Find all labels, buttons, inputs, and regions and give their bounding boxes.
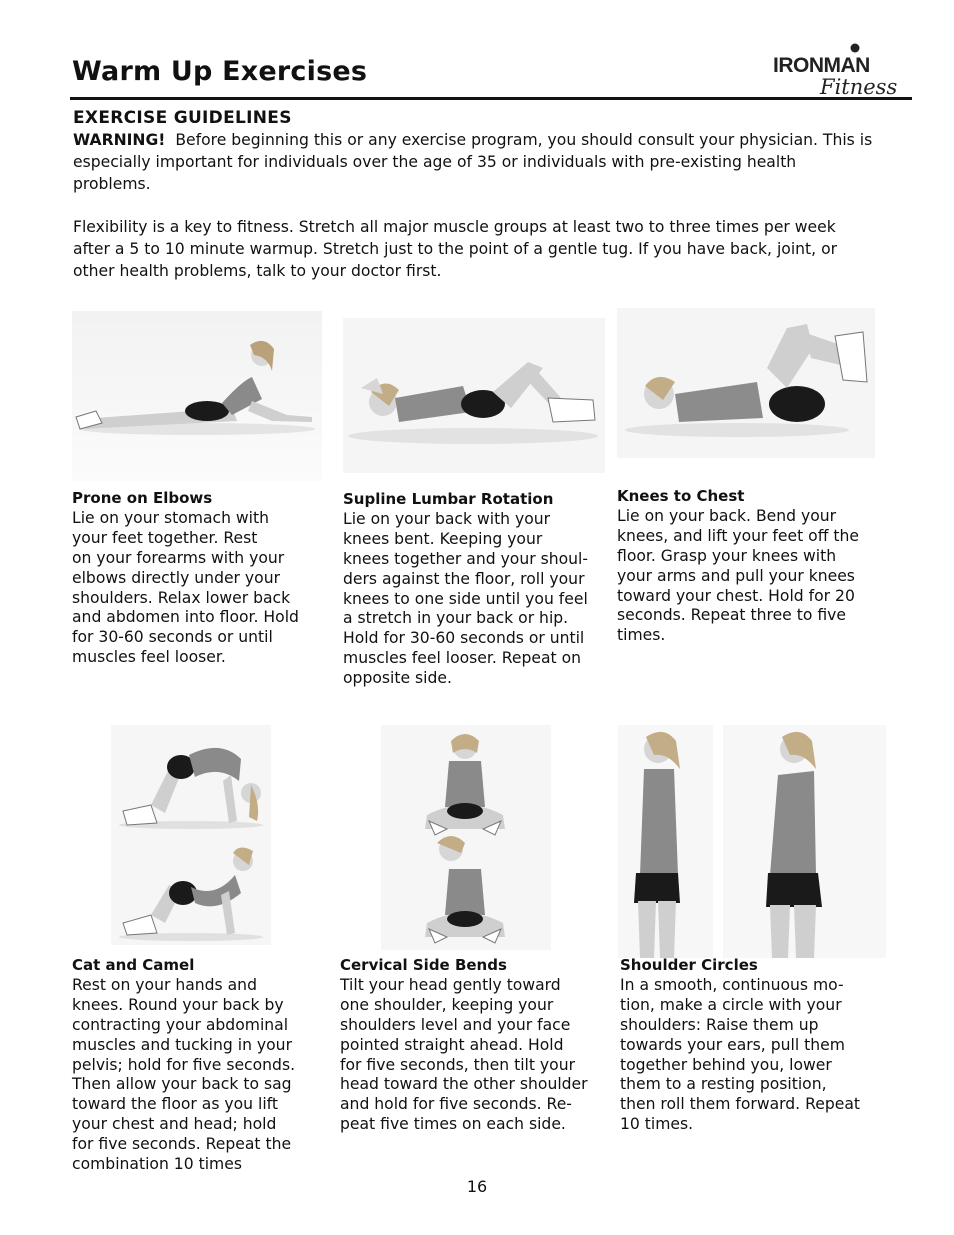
warning-paragraph: [73, 129, 873, 195]
ironman-fitness-logo: [770, 42, 915, 98]
supine-lumbar-rotation-photo: [343, 318, 605, 473]
shoulder-circles-photo: [618, 725, 886, 958]
cat-and-camel-photo: [111, 725, 271, 945]
exercise-card: [340, 956, 615, 1135]
exercise-card: [620, 956, 895, 1135]
warning-text: Before beginning this or any exercise program, you should consult your physician. This is especially important for individuals over the age of 35 or individuals with pre-existing health problems.: [73, 131, 873, 193]
exercise-card: [72, 489, 332, 668]
exercise-title: Shoulder Circles: [620, 956, 758, 974]
warning-label: WARNING!: [73, 131, 166, 149]
exercise-card: [343, 490, 613, 689]
logo-sub-text: Fitness: [820, 75, 898, 98]
exercise-title: Cervical Side Bends: [340, 956, 507, 974]
exercise-description: Rest on your hands and knees. Round your back by contracting your abdominal muscles and tucking in your pelvis; hold for five seconds. Then allow your back to sag toward the floor as you lift your chest and head; hold for five seconds. Repeat the combination 10 times: [72, 975, 296, 1174]
ironman-fitness-logo-icon: [770, 42, 915, 98]
knees-to-chest-photo-icon: [617, 308, 875, 458]
cat-and-camel-photo-icon: [111, 725, 271, 945]
knees-to-chest-photo: [617, 308, 875, 458]
section-heading: EXERCISE GUIDELINES: [73, 108, 292, 128]
supine-lumbar-rotation-photo-icon: [343, 318, 605, 473]
exercise-description: Tilt your head gently toward one shoulder, keeping your shoulders level and your face pointed straight ahead. Hold for five seconds, then tilt your head toward the other shoulder and hold for five seconds. Re- peat five times on each side.: [340, 975, 588, 1134]
exercise-title: Cat and Camel: [72, 956, 195, 974]
prone-on-elbows-photo: [72, 311, 322, 481]
flexibility-paragraph: Flexibility is a key to fitness. Stretch all major muscle groups at least two to three times per week after a 5 to 10 minute warmup. Stretch just to the point of a gentle tug. If you have back, joint, or other health problems, talk to your doctor first.: [73, 218, 838, 280]
exercise-description: Lie on your back. Bend your knees, and lift your feet off the floor. Grasp your knees with your arms and pull your knees toward your chest. Hold for 20 seconds. Repeat three to five times.: [617, 506, 859, 645]
exercise-card: [72, 956, 337, 1175]
shoulder-circles-photo-icon: [618, 725, 886, 958]
cervical-side-bends-photo-icon: [381, 725, 551, 950]
prone-on-elbows-photo-icon: [72, 311, 322, 481]
cervical-side-bends-photo: [381, 725, 551, 950]
exercise-title: Supline Lumbar Rotation: [343, 490, 554, 508]
logo-brand-text: IRONMAN: [773, 54, 870, 77]
page-title: Warm Up Exercises: [72, 56, 368, 87]
exercise-description: Lie on your stomach with your feet together. Rest on your forearms with your elbows directly under your shoulders. Relax lower back and abdomen into floor. Hold for 30-60 seconds or until muscles feel looser.: [72, 508, 299, 667]
page-number: 16: [466, 1177, 488, 1196]
exercise-card: [617, 487, 887, 646]
exercise-title: Knees to Chest: [617, 487, 745, 505]
exercise-description: Lie on your back with your knees bent. Keeping your knees together and your shoul- ders against the floor, roll your knees to one side until you feel a stretch in your back or hip. Hold for 30-60 seconds or until muscles feel looser. Repeat on opposite side.: [343, 509, 588, 688]
exercise-title: Prone on Elbows: [72, 489, 213, 507]
exercise-description: In a smooth, continuous mo- tion, make a circle with your shoulders: Raise them up towards your ears, pull them together behind you, lower them to a resting position, then roll them forward. Repeat 10 times.: [620, 975, 860, 1134]
